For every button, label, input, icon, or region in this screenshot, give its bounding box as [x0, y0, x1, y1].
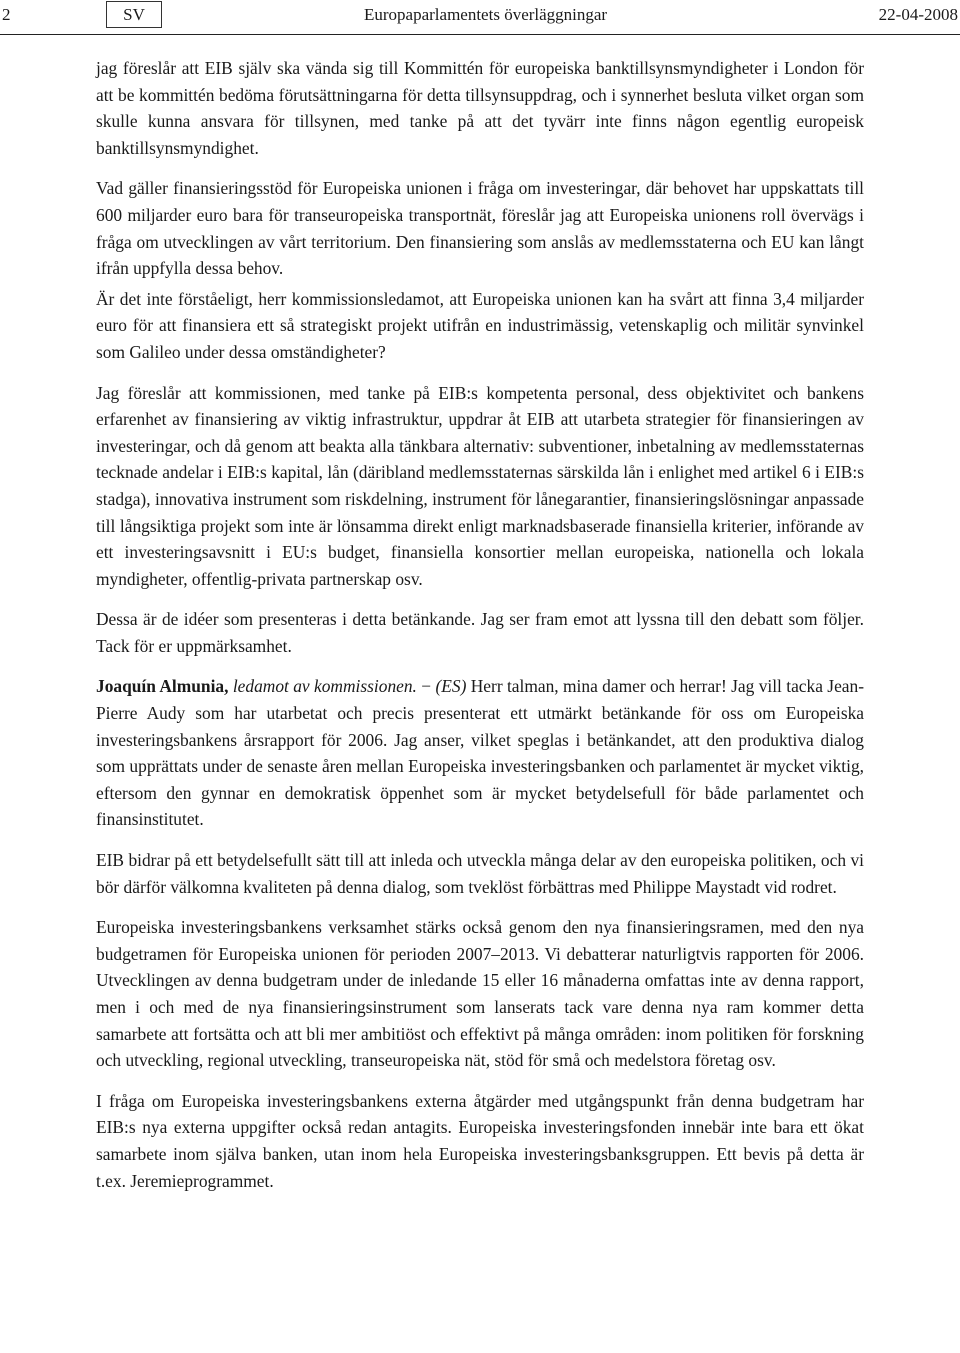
paragraph-3: Är det inte förståeligt, herr kommissionsledamot, att Europeiska unionen kan ha svårt att finna 3,4 miljarder euro för att finansiera ett så strategiskt projekt utifrån en industrimässig, vetenskaplig och militär synvinkel som Galileo under dessa omständigheter? — [96, 288, 864, 362]
paragraph-6-speech — [96, 673, 864, 833]
speaker-dash: − — [416, 676, 436, 697]
header-rule — [0, 34, 960, 35]
paragraph-4: Jag föreslår att kommissionen, med tanke på EIB:s kompetenta personal, dess objektivitet och bankens erfarenhet av finansiering av viktig infrastruktur, uppdrar åt EIB att utarbeta strategier för finansieringen av investeringar, och då genom att beakta alla tänkbara alternativ: subventioner, inbetalning av medlemsstaternas tecknade andelar i EIB:s kapital, lån (däribland medlemsstaternas särskilda lån i enlighet med artikel 6 i EIB:s stadga), innovativa instrument som riskdelning, instrument för lånegarantier, finansieringslösningar anpassade till långsiktiga projekt som inte är lönsamma direkt enligt marknadsbaserade finansiella kriterier, införande av ett investeringsavsnitt i EU:s budget, finansiella konsortier mellan europeiska, nationella och lokala myndigheter, offentlig-privata partnerskap osv. — [96, 382, 864, 589]
speech-text: Herr talman, mina damer och herrar! Jag vill tacka Jean-Pierre Audy som har utarbetat och precis presenterat ett utmärkt betänkande för oss om Europeiska investeringsbankens årsrapport för 2006. Jag anser, vilket speglas i betänkandet, att den produktiva dialog som upprättats under de senaste åren mellan Europeiska investeringsbanken och parlamentet är mycket viktig, eftersom den gynnar en demokratisk öppenhet som är mycket betydelsefull för både parlamentet och finansinstitutet. — [96, 676, 864, 830]
paragraph-7: EIB bidrar på ett betydelsefullt sätt till att inleda och utveckla många delar av den europeiska politiken, och vi bör därför välkomna kvaliteten på denna dialog, som tveklöst förbättras med Philippe Maystadt vid rodret. — [96, 850, 864, 897]
document-title: Europaparlamentets överläggningar — [364, 5, 608, 24]
paragraph-1: jag föreslår att EIB själv ska vända sig till Kommittén för europeiska banktillsynsmyndigheter i London för att be kommittén bedöma förutsättningarna för detta tillsynsuppdrag, och i synnerhet besluta vilket organ som skulle kunna ansvara för tillsynen, med tanke på att det tyvärr inte finns någon egentlig europeisk banktillsynsmyndighet. — [96, 58, 864, 158]
language-code-box: SV — [106, 1, 162, 28]
paragraph-9: I fråga om Europeiska investeringsbankens externa åtgärder med utgångspunkt från denna budgetram har EIB:s nya externa uppgifter också redan antagits. Europeiska investeringsfonden innebär inte bara ett ökat samarbete inom själva banken, utan inom hela Europeiska investeringsbanksgruppen. Ett bevis på detta är t.ex. Jeremieprogrammet. — [96, 1090, 864, 1191]
speaker-language: (ES) — [435, 676, 467, 697]
paragraph-8: Europeiska investeringsbankens verksamhet stärks också genom den nya finansieringsramen, med den nya budgetramen för Europeiska unionen för perioden 2007–2013. Vi debatterar naturligtvis rapporten för 2006. Utvecklingen av denna budgetram under de inledande 15 eller 16 månaderna omfattas inte av denna rapport, men i och med de nya finansieringsinstrument som lanserats tack vare denna nya ram kommer detta samarbete att fortsätta och att bli mer ambitiöst och effektivt på många områden: inom politiken för forskning och utveckling, regional utveckling, transeuropeiska nät, stöd för små och medelstora företag osv. — [96, 917, 864, 1071]
page-header — [0, 0, 960, 32]
page-number: 2 — [2, 5, 11, 24]
document-date: 22-04-2008 — [878, 5, 958, 24]
speaker-role: ledamot av kommissionen. — [232, 676, 417, 697]
paragraph-5: Dessa är de idéer som presenteras i detta betänkande. Jag ser fram emot att lyssna till den debatt som följer. Tack för er uppmärksamhet. — [96, 609, 864, 656]
document-body — [96, 55, 864, 1208]
paragraph-2: Vad gäller finansieringsstöd för Europeiska unionen i fråga om investeringar, där behovet har uppskattats till 600 miljarder euro bara för transeuropeiska transportnät, föreslår jag att Europeiska unionens roll övervägs i fråga om utvecklingen av vårt territorium. Den finansiering som anslås av medlemsstaterna och EU kan långt ifrån uppfylla dessa behov. — [96, 178, 864, 279]
speaker-name: Joaquín Almunia, — [96, 676, 229, 697]
